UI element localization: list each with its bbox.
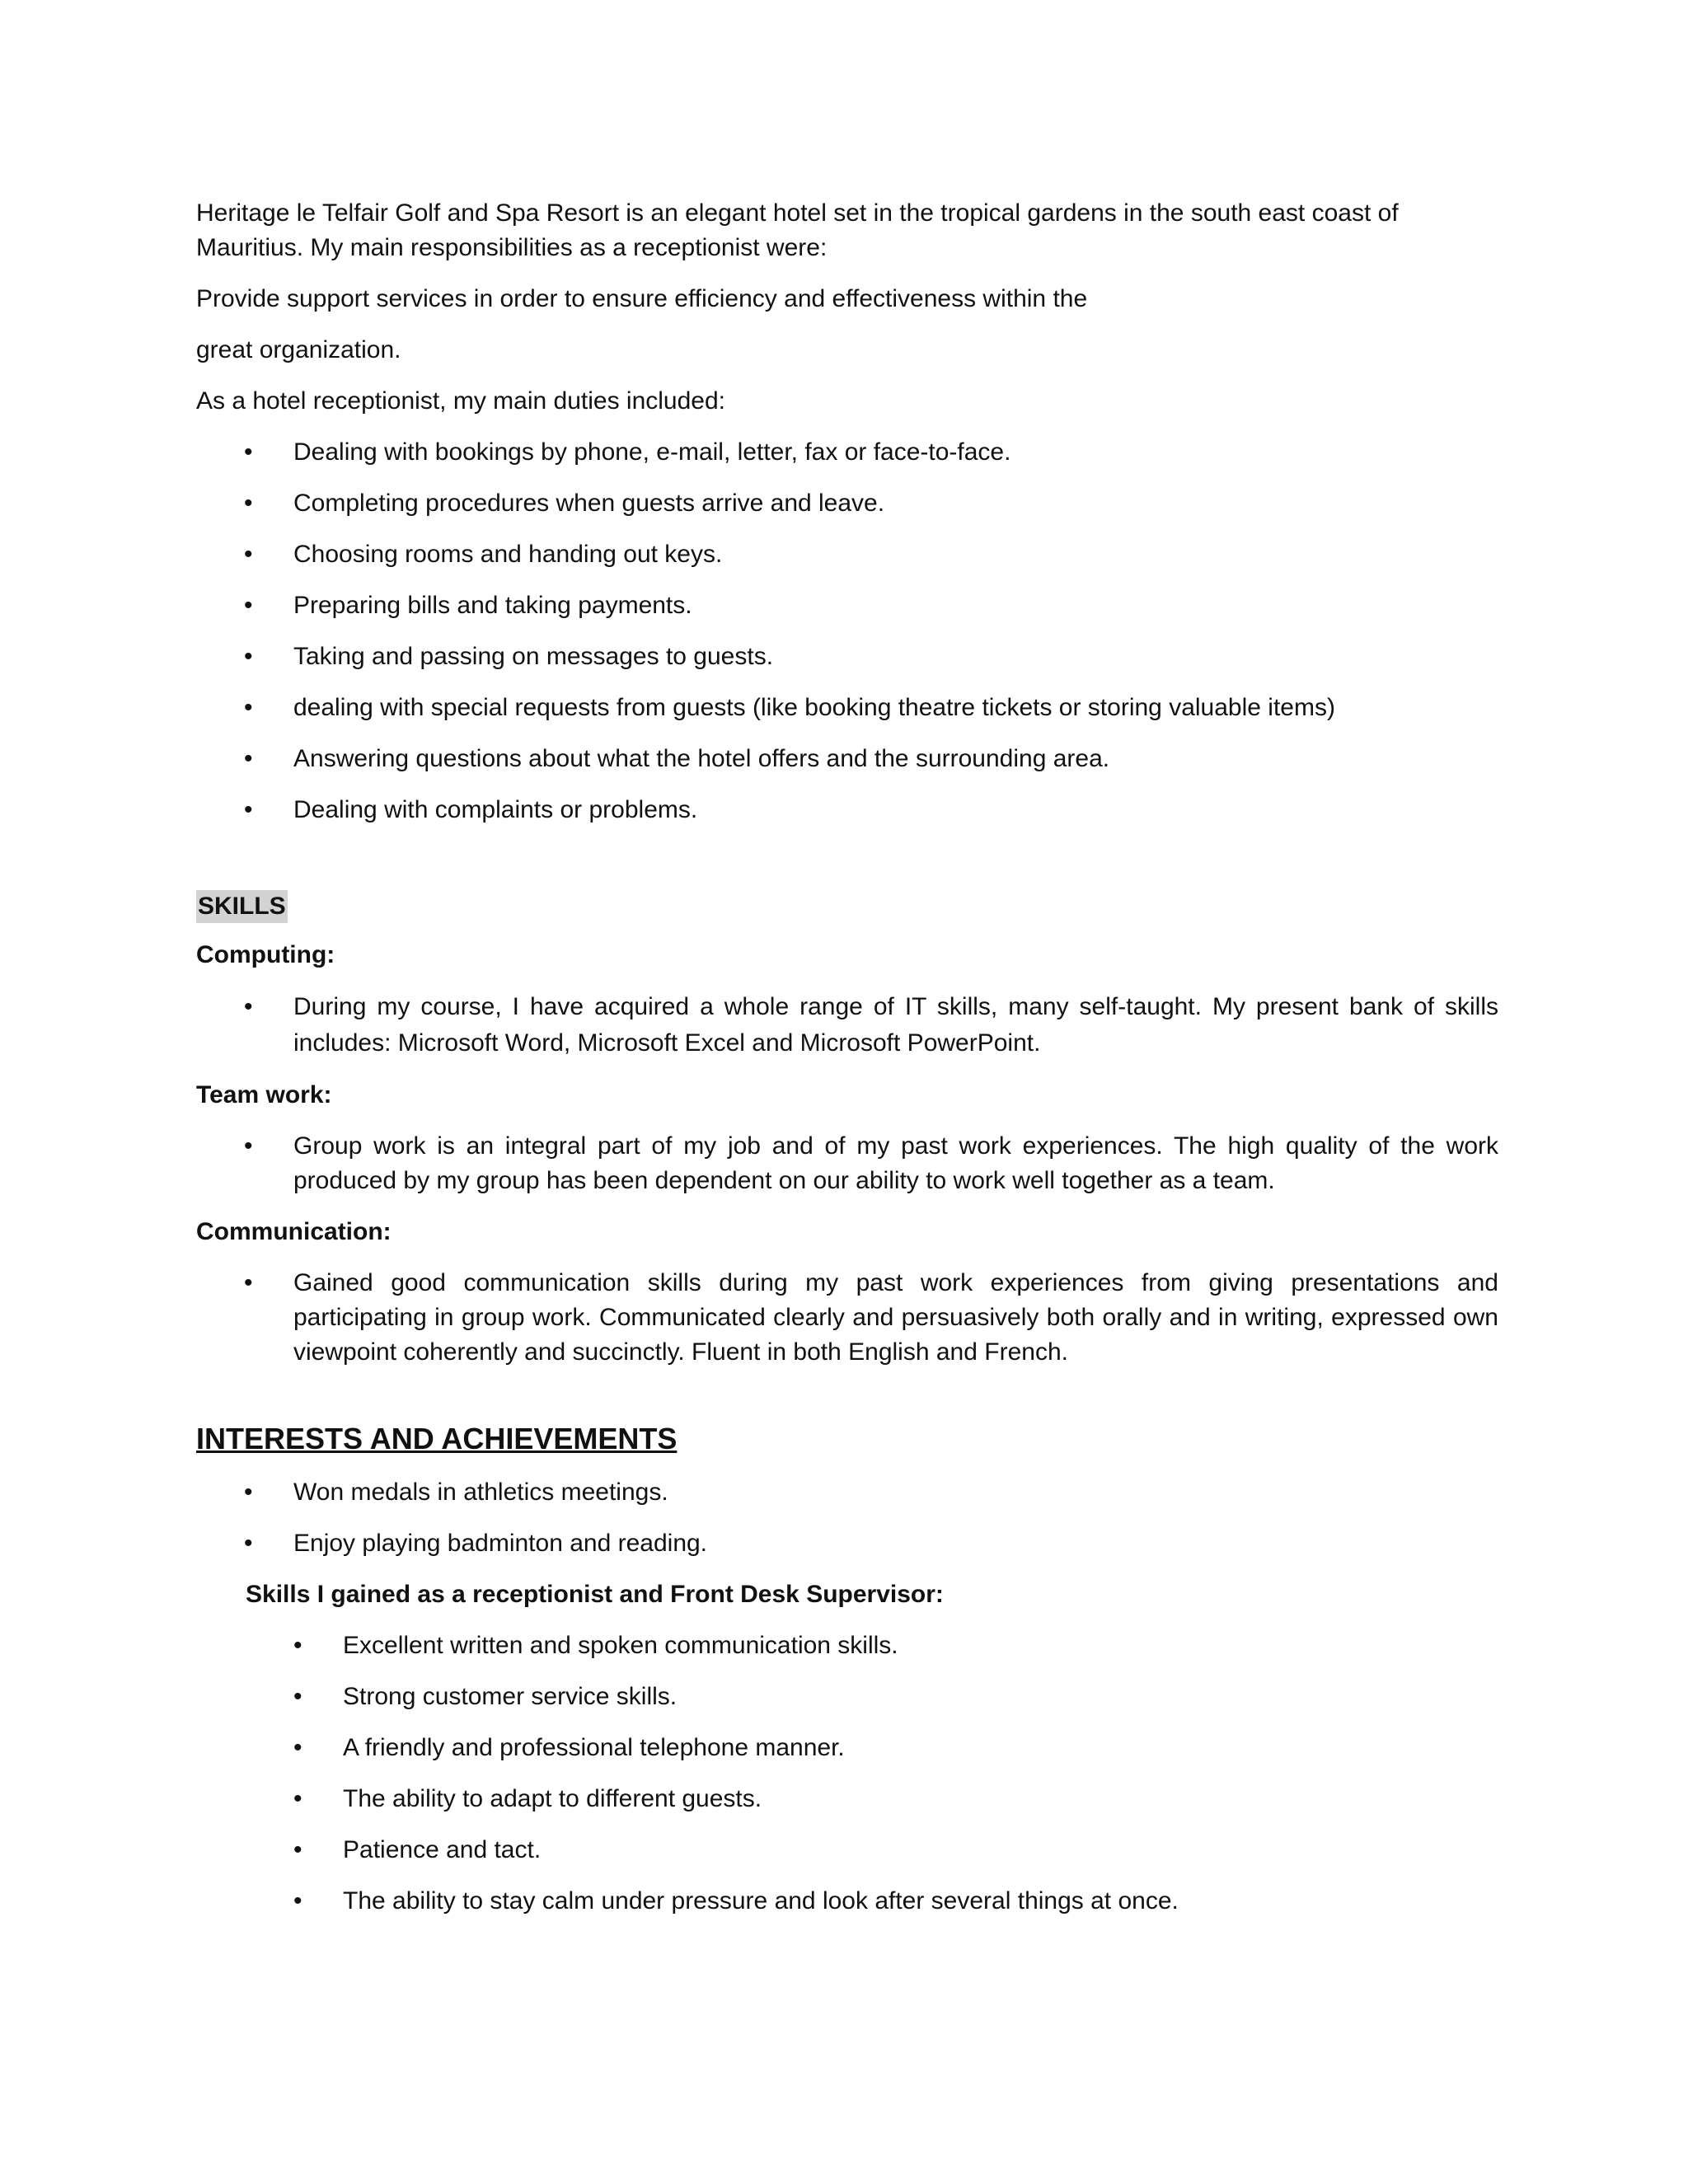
skills-heading: SKILLS <box>196 890 288 923</box>
bullet-icon: • <box>244 745 253 772</box>
list-item: • Answering questions about what the hotel offers and the surrounding area. <box>196 742 1498 776</box>
bullet-icon: • <box>293 1785 302 1812</box>
communication-list <box>196 1266 1498 1370</box>
support-line-2: great organization. <box>196 336 401 363</box>
bullet-icon: • <box>244 796 253 823</box>
list-item: • Choosing rooms and handing out keys. <box>196 537 1498 572</box>
list-item: • During my course, I have acquired a whole range of IT skills, many self-taught. My present bank of skills includes: Microsoft Word, Microsoft Excel and Microsoft PowerPoint. <box>196 989 1498 1062</box>
bullet-icon: • <box>244 1530 253 1557</box>
list-item: • Excellent written and spoken communication skills. <box>196 1629 1498 1663</box>
spacer <box>196 844 1498 890</box>
bullet-icon: • <box>244 1269 253 1296</box>
list-item: • A friendly and professional telephone manner. <box>196 1731 1498 1765</box>
bullet-icon: • <box>293 1887 302 1915</box>
bullet-icon: • <box>244 694 253 721</box>
intro-line-2: Mauritius. My main responsibilities as a receptionist were: <box>196 234 828 261</box>
duties-list <box>196 435 1498 827</box>
list-item: • Group work is an integral part of my job and of my past work experiences. The high quality of the work produced by my group has been dependent on our ability to work well together as a team. <box>196 1129 1498 1198</box>
list-item: • Taking and passing on messages to guests. <box>196 640 1498 674</box>
bullet-icon: • <box>293 1683 302 1710</box>
list-item: • Completing procedures when guests arrive and leave. <box>196 486 1498 521</box>
computing-label: Computing: <box>196 941 335 968</box>
support-line-1: Provide support services in order to ensure efficiency and effectiveness within the <box>196 285 1088 312</box>
intro-paragraph <box>196 196 1498 265</box>
list-item: • The ability to adapt to different guests. <box>196 1782 1498 1816</box>
spacer <box>196 1386 1498 1419</box>
interests-heading: INTERESTS AND ACHIEVEMENTS <box>196 1422 678 1455</box>
bullet-icon: • <box>244 993 253 1020</box>
bullet-icon: • <box>244 1132 253 1160</box>
list-item: • Dealing with bookings by phone, e-mail, letter, fax or face-to-face. <box>196 435 1498 470</box>
bullet-icon: • <box>244 490 253 517</box>
teamwork-list <box>196 1129 1498 1198</box>
gained-skills-list <box>196 1629 1498 1919</box>
list-item: • The ability to stay calm under pressure and look after several things at once. <box>196 1884 1498 1919</box>
communication-label: Communication: <box>196 1218 392 1245</box>
bullet-icon: • <box>293 1632 302 1659</box>
computing-list <box>196 989 1498 1062</box>
bullet-icon: • <box>244 438 253 466</box>
bullet-icon: • <box>293 1836 302 1863</box>
duties-lead: As a hotel receptionist, my main duties included: <box>196 387 725 415</box>
list-item: • dealing with special requests from guests (like booking theatre tickets or storing valuable items) <box>196 691 1498 725</box>
bullet-icon: • <box>293 1734 302 1761</box>
list-item: • Dealing with complaints or problems. <box>196 793 1498 827</box>
interests-list <box>196 1475 1498 1561</box>
list-item: • Enjoy playing badminton and reading. <box>196 1526 1498 1561</box>
list-item: • Patience and tact. <box>196 1833 1498 1868</box>
list-item: • Gained good communication skills during my past work experiences from giving presentations and participating in group work. Communicated clearly and persuasively both orally and in writing, expressed own viewpoint coherently and succinctly. Fluent in both English and French. <box>196 1266 1498 1370</box>
teamwork-label: Team work: <box>196 1081 332 1108</box>
gained-skills-heading: Skills I gained as a receptionist and Front Desk Supervisor: <box>246 1581 944 1608</box>
list-item: • Won medals in athletics meetings. <box>196 1475 1498 1510</box>
bullet-icon: • <box>244 1479 253 1506</box>
intro-line-1: Heritage le Telfair Golf and Spa Resort is an elegant hotel set in the tropical gardens in the south east coast of <box>196 199 1399 227</box>
bullet-icon: • <box>244 592 253 619</box>
list-item: • Preparing bills and taking payments. <box>196 588 1498 623</box>
bullet-icon: • <box>244 541 253 568</box>
bullet-icon: • <box>244 643 253 670</box>
list-item: • Strong customer service skills. <box>196 1680 1498 1714</box>
skills-heading-row <box>196 890 1498 923</box>
